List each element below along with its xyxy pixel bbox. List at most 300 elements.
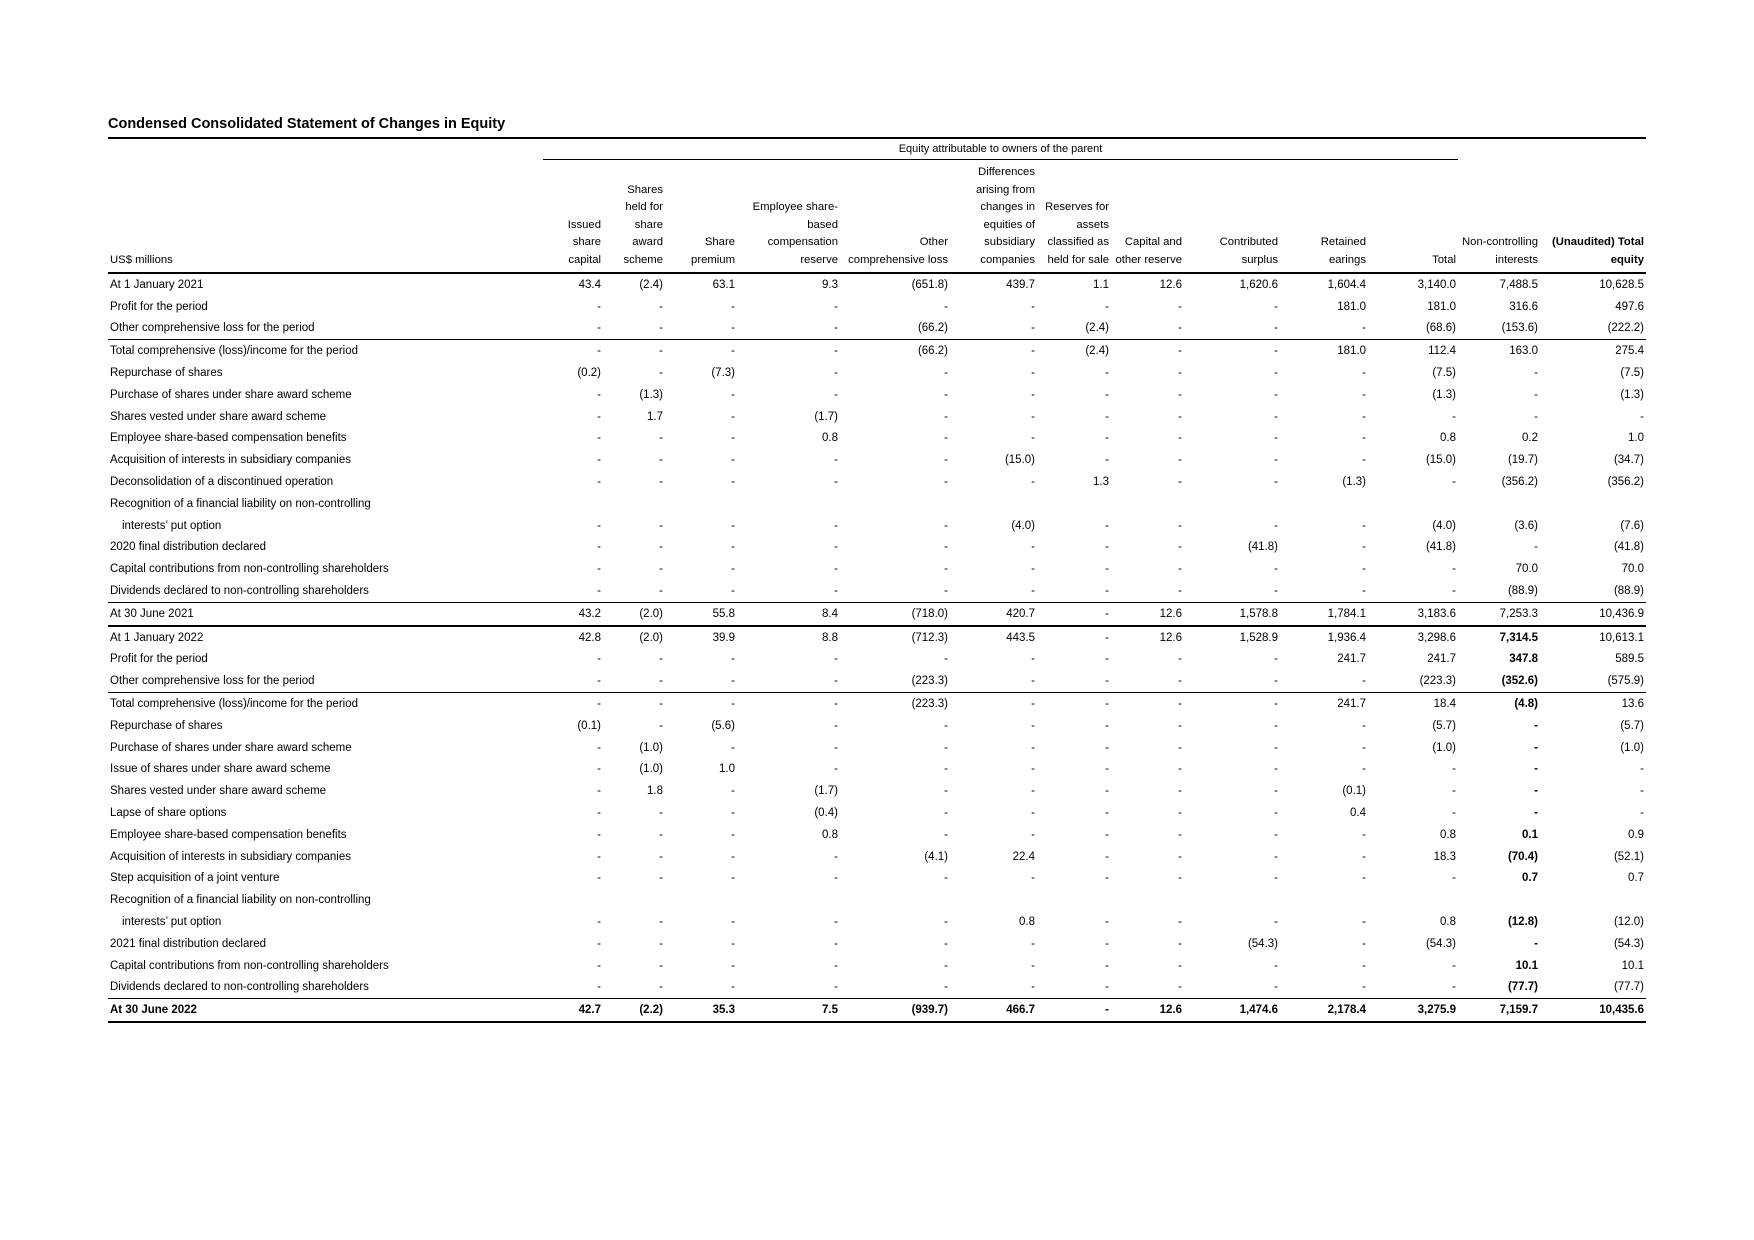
col-share-premium-header: Share premium xyxy=(665,160,737,274)
table-cell: (2.0) xyxy=(603,602,665,625)
table-row xyxy=(108,955,1646,977)
table-cell: - xyxy=(944,653,948,666)
table-cell: - xyxy=(834,763,838,776)
table-cell: - xyxy=(1105,585,1109,598)
table-cell xyxy=(1037,493,1111,515)
table-cell: - xyxy=(1178,916,1182,928)
table-cell: - xyxy=(1362,322,1366,335)
table-cell: 181.0 xyxy=(1337,300,1366,313)
col-capital-other-reserve-header: Capital and other reserve xyxy=(1111,160,1184,274)
table-cell: - xyxy=(834,916,838,928)
table-cell: - xyxy=(731,916,735,928)
col-reserves-held-for-sale-header: Reserves for assets classified as held for sale xyxy=(1037,160,1111,274)
table-cell: 18.4 xyxy=(1368,693,1458,715)
table-row xyxy=(108,515,1646,537)
row-label: Repurchase of shares xyxy=(110,367,223,380)
table-cell: - xyxy=(834,959,838,972)
group-header: Equity attributable to owners of the parent xyxy=(543,138,1458,160)
row-label: Total comprehensive (loss)/income for the period xyxy=(108,693,543,715)
table-cell xyxy=(665,889,737,911)
table-cell: - xyxy=(1178,959,1182,972)
table-cell: - xyxy=(597,541,601,554)
table-cell: 70.0 xyxy=(1515,563,1538,576)
table-cell: 3,183.6 xyxy=(1368,602,1458,625)
table-cell: - xyxy=(1534,410,1538,423)
table-cell: - xyxy=(659,959,663,972)
table-cell: - xyxy=(659,367,663,380)
table-cell: - xyxy=(1178,410,1182,423)
table-cell: 589.5 xyxy=(1615,653,1644,666)
table-cell: - xyxy=(944,828,948,841)
table-cell: 0.4 xyxy=(1350,807,1366,820)
table-cell: (1.3) xyxy=(639,388,663,401)
table-cell: 10,628.5 xyxy=(1540,273,1646,296)
table-cell: - xyxy=(1031,476,1035,489)
table-cell: - xyxy=(597,454,601,467)
table-cell: - xyxy=(1362,410,1366,423)
table-cell xyxy=(1368,889,1458,911)
table-cell: - xyxy=(1105,541,1109,554)
table-cell: 10,435.6 xyxy=(1540,999,1646,1022)
table-row xyxy=(108,428,1646,450)
table-cell: - xyxy=(731,300,735,313)
row-label: Issue of shares under share award scheme xyxy=(110,763,331,776)
table-cell: - xyxy=(1105,675,1109,688)
table-cell: - xyxy=(1105,388,1109,401)
table-cell: 2,178.4 xyxy=(1280,999,1368,1022)
table-cell: - xyxy=(597,432,601,445)
table-cell: - xyxy=(1362,367,1366,380)
table-cell: 3,140.0 xyxy=(1368,273,1458,296)
table-cell: - xyxy=(944,585,948,598)
table-cell: 316.6 xyxy=(1509,300,1538,313)
table-cell: - xyxy=(1274,653,1278,666)
table-cell: - xyxy=(1362,541,1366,554)
table-cell: 0.8 xyxy=(1440,828,1456,841)
table-cell: - xyxy=(944,981,948,994)
table-cell: - xyxy=(1105,367,1109,380)
table-cell: 35.3 xyxy=(665,999,737,1022)
table-cell xyxy=(950,493,1037,515)
table-cell: - xyxy=(1178,585,1182,598)
table-cell: 1,578.8 xyxy=(1184,602,1280,625)
table-cell: - xyxy=(1362,937,1366,950)
row-label: 2020 final distribution declared xyxy=(110,541,266,554)
table-row xyxy=(108,977,1646,999)
table-cell: - xyxy=(597,785,601,798)
table-cell: (77.7) xyxy=(1507,981,1538,994)
table-cell: - xyxy=(665,693,737,715)
table-cell: 241.7 xyxy=(1337,653,1366,666)
table-cell: - xyxy=(1178,937,1182,950)
table-cell: (0.1) xyxy=(1342,785,1366,798)
table-cell: - xyxy=(1274,519,1278,532)
table-cell: 1.8 xyxy=(647,785,663,798)
table-cell: - xyxy=(1105,785,1109,798)
table-cell: - xyxy=(1362,959,1366,972)
table-row xyxy=(108,406,1646,428)
row-label: Acquisition of interests in subsidiary companies xyxy=(110,454,351,467)
table-cell: - xyxy=(1031,872,1035,885)
table-cell: 10.1 xyxy=(1621,959,1644,972)
table-cell: - xyxy=(597,322,601,335)
row-label: Other comprehensive loss for the period xyxy=(110,322,315,335)
table-cell: - xyxy=(944,367,948,380)
table-cell: - xyxy=(1031,937,1035,950)
table-cell: - xyxy=(659,476,663,489)
table-cell: 1,474.6 xyxy=(1184,999,1280,1022)
table-cell: - xyxy=(1178,741,1182,754)
table-cell: - xyxy=(834,541,838,554)
table-row xyxy=(108,273,1646,296)
table-cell: - xyxy=(597,937,601,950)
table-cell: (4.1) xyxy=(924,850,948,863)
table-cell: - xyxy=(1274,410,1278,423)
table-cell: - xyxy=(1178,850,1182,863)
table-cell: - xyxy=(1105,454,1109,467)
table-cell: - xyxy=(1031,959,1035,972)
table-cell: (2.4) xyxy=(603,273,665,296)
table-cell: (712.3) xyxy=(840,626,950,649)
table-cell: - xyxy=(731,785,735,798)
table-cell: - xyxy=(659,675,663,688)
table-cell: - xyxy=(944,916,948,928)
table-cell: - xyxy=(731,872,735,885)
table-cell: - xyxy=(1274,476,1278,489)
table-cell: - xyxy=(597,563,601,576)
table-cell: - xyxy=(1452,959,1456,972)
table-cell: - xyxy=(659,432,663,445)
table-cell: - xyxy=(1031,585,1035,598)
table-cell: 55.8 xyxy=(665,602,737,625)
table-cell: 3,275.9 xyxy=(1368,999,1458,1022)
table-cell: - xyxy=(944,763,948,776)
table-cell: - xyxy=(1178,675,1182,688)
table-cell: 9.3 xyxy=(737,273,840,296)
table-cell: - xyxy=(1274,454,1278,467)
table-cell: - xyxy=(1362,719,1366,732)
table-cell: - xyxy=(1178,541,1182,554)
table-cell: - xyxy=(597,981,601,994)
table-cell: (2.4) xyxy=(1037,340,1111,362)
table-cell: - xyxy=(1031,563,1035,576)
table-row xyxy=(108,580,1646,602)
table-cell: (12.8) xyxy=(1507,916,1538,928)
table-cell: - xyxy=(597,959,601,972)
table-cell: - xyxy=(659,563,663,576)
table-cell: 241.7 xyxy=(1280,693,1368,715)
table-cell: - xyxy=(1031,785,1035,798)
table-cell: - xyxy=(1031,981,1035,994)
table-cell: - xyxy=(731,675,735,688)
table-cell: - xyxy=(659,981,663,994)
table-cell: (7.5) xyxy=(1620,367,1644,380)
table-cell: (222.2) xyxy=(1607,322,1644,335)
table-cell: - xyxy=(1534,367,1538,380)
table-cell: (575.9) xyxy=(1607,675,1644,688)
table-cell: - xyxy=(1452,763,1456,776)
table-cell: - xyxy=(834,563,838,576)
row-label: Deconsolidation of a discontinued operation xyxy=(110,476,334,489)
table-cell: - xyxy=(1274,675,1278,688)
table-cell: - xyxy=(597,476,601,489)
table-cell: 10,613.1 xyxy=(1540,626,1646,649)
table-cell: - xyxy=(659,541,663,554)
table-cell: - xyxy=(944,959,948,972)
table-cell: - xyxy=(1037,602,1111,625)
table-cell: (356.2) xyxy=(1607,476,1644,489)
table-cell xyxy=(1280,493,1368,515)
table-cell: 0.9 xyxy=(1628,828,1644,841)
table-cell: - xyxy=(731,519,735,532)
table-row xyxy=(108,802,1646,824)
table-cell: 0.2 xyxy=(1522,432,1538,445)
table-cell: 0.7 xyxy=(1628,872,1644,885)
table-cell: - xyxy=(1111,340,1184,362)
table-cell: - xyxy=(1274,916,1278,928)
table-cell: (4.0) xyxy=(1432,519,1456,532)
row-label: Acquisition of interests in subsidiary companies xyxy=(110,850,351,863)
table-cell: - xyxy=(1031,675,1035,688)
table-cell: 7,488.5 xyxy=(1458,273,1540,296)
table-cell xyxy=(840,493,950,515)
table-cell: 497.6 xyxy=(1615,300,1644,313)
table-cell: - xyxy=(1178,454,1182,467)
table-cell: - xyxy=(597,300,601,313)
table-cell: 18.3 xyxy=(1433,850,1456,863)
table-cell xyxy=(1540,493,1646,515)
table-cell: 1.3 xyxy=(1093,476,1109,489)
table-cell: - xyxy=(1274,981,1278,994)
table-cell: 0.1 xyxy=(1522,828,1538,841)
table-cell: - xyxy=(1031,410,1035,423)
table-cell: - xyxy=(834,872,838,885)
table-cell: 1.7 xyxy=(647,410,663,423)
table-cell: (1.0) xyxy=(1620,741,1644,754)
col-shares-held-award-header: Shares held for share award scheme xyxy=(603,160,665,274)
table-cell: - xyxy=(1105,872,1109,885)
table-cell: - xyxy=(944,432,948,445)
table-cell xyxy=(1111,493,1184,515)
table-cell: - xyxy=(1031,828,1035,841)
table-cell: - xyxy=(1184,340,1280,362)
table-cell: (15.0) xyxy=(1004,454,1035,467)
table-cell: - xyxy=(1534,541,1538,554)
table-cell: - xyxy=(1178,807,1182,820)
table-cell xyxy=(665,493,737,515)
table-row xyxy=(108,780,1646,802)
table-cell: - xyxy=(1362,563,1366,576)
row-label: Shares vested under share award scheme xyxy=(110,410,327,423)
table-cell: - xyxy=(944,719,948,732)
table-cell: (651.8) xyxy=(840,273,950,296)
table-cell: 43.2 xyxy=(543,602,603,625)
table-cell: - xyxy=(1105,653,1109,666)
table-cell: (1.0) xyxy=(639,741,663,754)
table-cell: - xyxy=(659,322,663,335)
table-cell: (0.4) xyxy=(814,807,838,820)
table-cell: 181.0 xyxy=(1280,340,1368,362)
table-cell: - xyxy=(1111,693,1184,715)
table-cell: (12.0) xyxy=(1613,916,1644,928)
table-cell xyxy=(1368,493,1458,515)
table-cell: - xyxy=(1362,432,1366,445)
table-cell xyxy=(543,889,603,911)
table-cell: - xyxy=(1362,675,1366,688)
table-cell: 10,436.9 xyxy=(1540,602,1646,625)
table-cell: - xyxy=(1037,626,1111,649)
table-cell: - xyxy=(1105,981,1109,994)
col-retained-earnings-header: Retained earings xyxy=(1280,160,1368,274)
table-cell xyxy=(1184,889,1280,911)
table-cell: (70.4) xyxy=(1507,850,1538,863)
table-cell: (5.7) xyxy=(1432,719,1456,732)
table-cell: - xyxy=(1274,563,1278,576)
table-cell: - xyxy=(1274,741,1278,754)
table-cell: - xyxy=(1105,719,1109,732)
table-cell: - xyxy=(944,807,948,820)
table-cell: - xyxy=(1274,300,1278,313)
table-cell: 13.6 xyxy=(1540,693,1646,715)
table-cell: (939.7) xyxy=(840,999,950,1022)
table-cell: (54.3) xyxy=(1247,937,1278,950)
table-cell: - xyxy=(1178,300,1182,313)
table-cell: 443.5 xyxy=(950,626,1037,649)
table-cell: - xyxy=(950,340,1037,362)
table-row xyxy=(108,296,1646,318)
table-cell: - xyxy=(1362,585,1366,598)
table-cell: 466.7 xyxy=(950,999,1037,1022)
table-cell: 43.4 xyxy=(543,273,603,296)
table-cell: - xyxy=(731,959,735,972)
row-label: Repurchase of shares xyxy=(110,719,223,732)
table-cell: (5.6) xyxy=(711,719,735,732)
table-cell: - xyxy=(944,541,948,554)
table-cell: 7,159.7 xyxy=(1458,999,1540,1022)
table-cell: (7.5) xyxy=(1432,367,1456,380)
table-cell: - xyxy=(1105,432,1109,445)
table-cell: - xyxy=(1031,653,1035,666)
table-cell: - xyxy=(1031,541,1035,554)
column-header-row xyxy=(108,160,1646,274)
table-cell: 42.8 xyxy=(543,626,603,649)
table-cell: 0.8 xyxy=(1440,916,1456,928)
table-cell: - xyxy=(731,541,735,554)
table-cell: - xyxy=(731,410,735,423)
table-cell: - xyxy=(597,850,601,863)
table-cell: - xyxy=(1362,872,1366,885)
equity-statement-table xyxy=(108,137,1646,1023)
table-cell: 12.6 xyxy=(1111,999,1184,1022)
table-cell: - xyxy=(1031,719,1035,732)
table-cell: - xyxy=(1640,410,1644,423)
table-cell: - xyxy=(1178,719,1182,732)
table-cell: - xyxy=(1105,763,1109,776)
col-issued-share-capital-header: Issued share capital xyxy=(543,160,603,274)
table-cell: - xyxy=(597,807,601,820)
table-cell: - xyxy=(1178,763,1182,776)
table-cell: (0.1) xyxy=(577,719,601,732)
table-cell: - xyxy=(1362,763,1366,776)
col-total-header: Total xyxy=(1368,160,1458,274)
table-cell: - xyxy=(1534,388,1538,401)
table-cell: (66.2) xyxy=(840,340,950,362)
table-cell: - xyxy=(1362,454,1366,467)
table-cell: - xyxy=(737,340,840,362)
table-cell: - xyxy=(659,828,663,841)
table-cell: (68.6) xyxy=(1425,322,1456,335)
table-cell: (1.0) xyxy=(639,763,663,776)
table-row xyxy=(108,471,1646,493)
table-cell: - xyxy=(1534,785,1538,798)
statement-title: Condensed Consolidated Statement of Changes in Equity xyxy=(108,116,506,132)
table-cell: 7.5 xyxy=(737,999,840,1022)
table-cell: - xyxy=(1534,719,1538,732)
row-label: Employee share-based compensation benefits xyxy=(110,432,347,445)
table-cell: (223.3) xyxy=(911,675,948,688)
table-cell: - xyxy=(1031,432,1035,445)
row-label: At 30 June 2021 xyxy=(108,602,543,625)
table-cell: - xyxy=(659,719,663,732)
table-cell: - xyxy=(1178,653,1182,666)
table-cell: - xyxy=(944,872,948,885)
table-row xyxy=(108,715,1646,737)
table-cell: - xyxy=(1178,476,1182,489)
table-cell: - xyxy=(1452,807,1456,820)
table-cell: 12.6 xyxy=(1111,273,1184,296)
table-cell: (2.4) xyxy=(1085,322,1109,335)
table-cell: (153.6) xyxy=(1501,322,1538,335)
table-cell: - xyxy=(731,850,735,863)
table-cell: - xyxy=(659,916,663,928)
table-cell: - xyxy=(1452,981,1456,994)
table-cell: (34.7) xyxy=(1613,454,1644,467)
table-cell: (41.8) xyxy=(1613,541,1644,554)
table-cell: (356.2) xyxy=(1501,476,1538,489)
table-cell: (19.7) xyxy=(1507,454,1538,467)
table-cell xyxy=(950,889,1037,911)
table-cell: - xyxy=(731,828,735,841)
table-cell: - xyxy=(1031,763,1035,776)
table-cell: - xyxy=(1105,300,1109,313)
table-cell: - xyxy=(1274,785,1278,798)
table-cell: - xyxy=(1105,741,1109,754)
table-cell: - xyxy=(950,693,1037,715)
table-cell: - xyxy=(1362,916,1366,928)
table-cell: - xyxy=(944,937,948,950)
table-cell: - xyxy=(731,585,735,598)
table-cell xyxy=(1540,889,1646,911)
table-cell: - xyxy=(1274,763,1278,776)
table-cell: - xyxy=(659,872,663,885)
table-row xyxy=(108,384,1646,406)
table-row xyxy=(108,889,1646,911)
table-cell: 39.9 xyxy=(665,626,737,649)
row-label: At 30 June 2022 xyxy=(108,999,543,1022)
table-cell: - xyxy=(1178,432,1182,445)
col-contributed-surplus-header: Contributed surplus xyxy=(1184,160,1280,274)
table-row xyxy=(108,362,1646,384)
table-cell: 0.8 xyxy=(822,828,838,841)
table-cell: 0.8 xyxy=(1440,432,1456,445)
row-label: interests’ put option xyxy=(122,916,222,928)
table-cell: - xyxy=(1031,367,1035,380)
table-cell: - xyxy=(1452,476,1456,489)
table-cell: - xyxy=(1452,410,1456,423)
table-cell xyxy=(737,493,840,515)
table-cell xyxy=(603,493,665,515)
table-row xyxy=(108,493,1646,515)
